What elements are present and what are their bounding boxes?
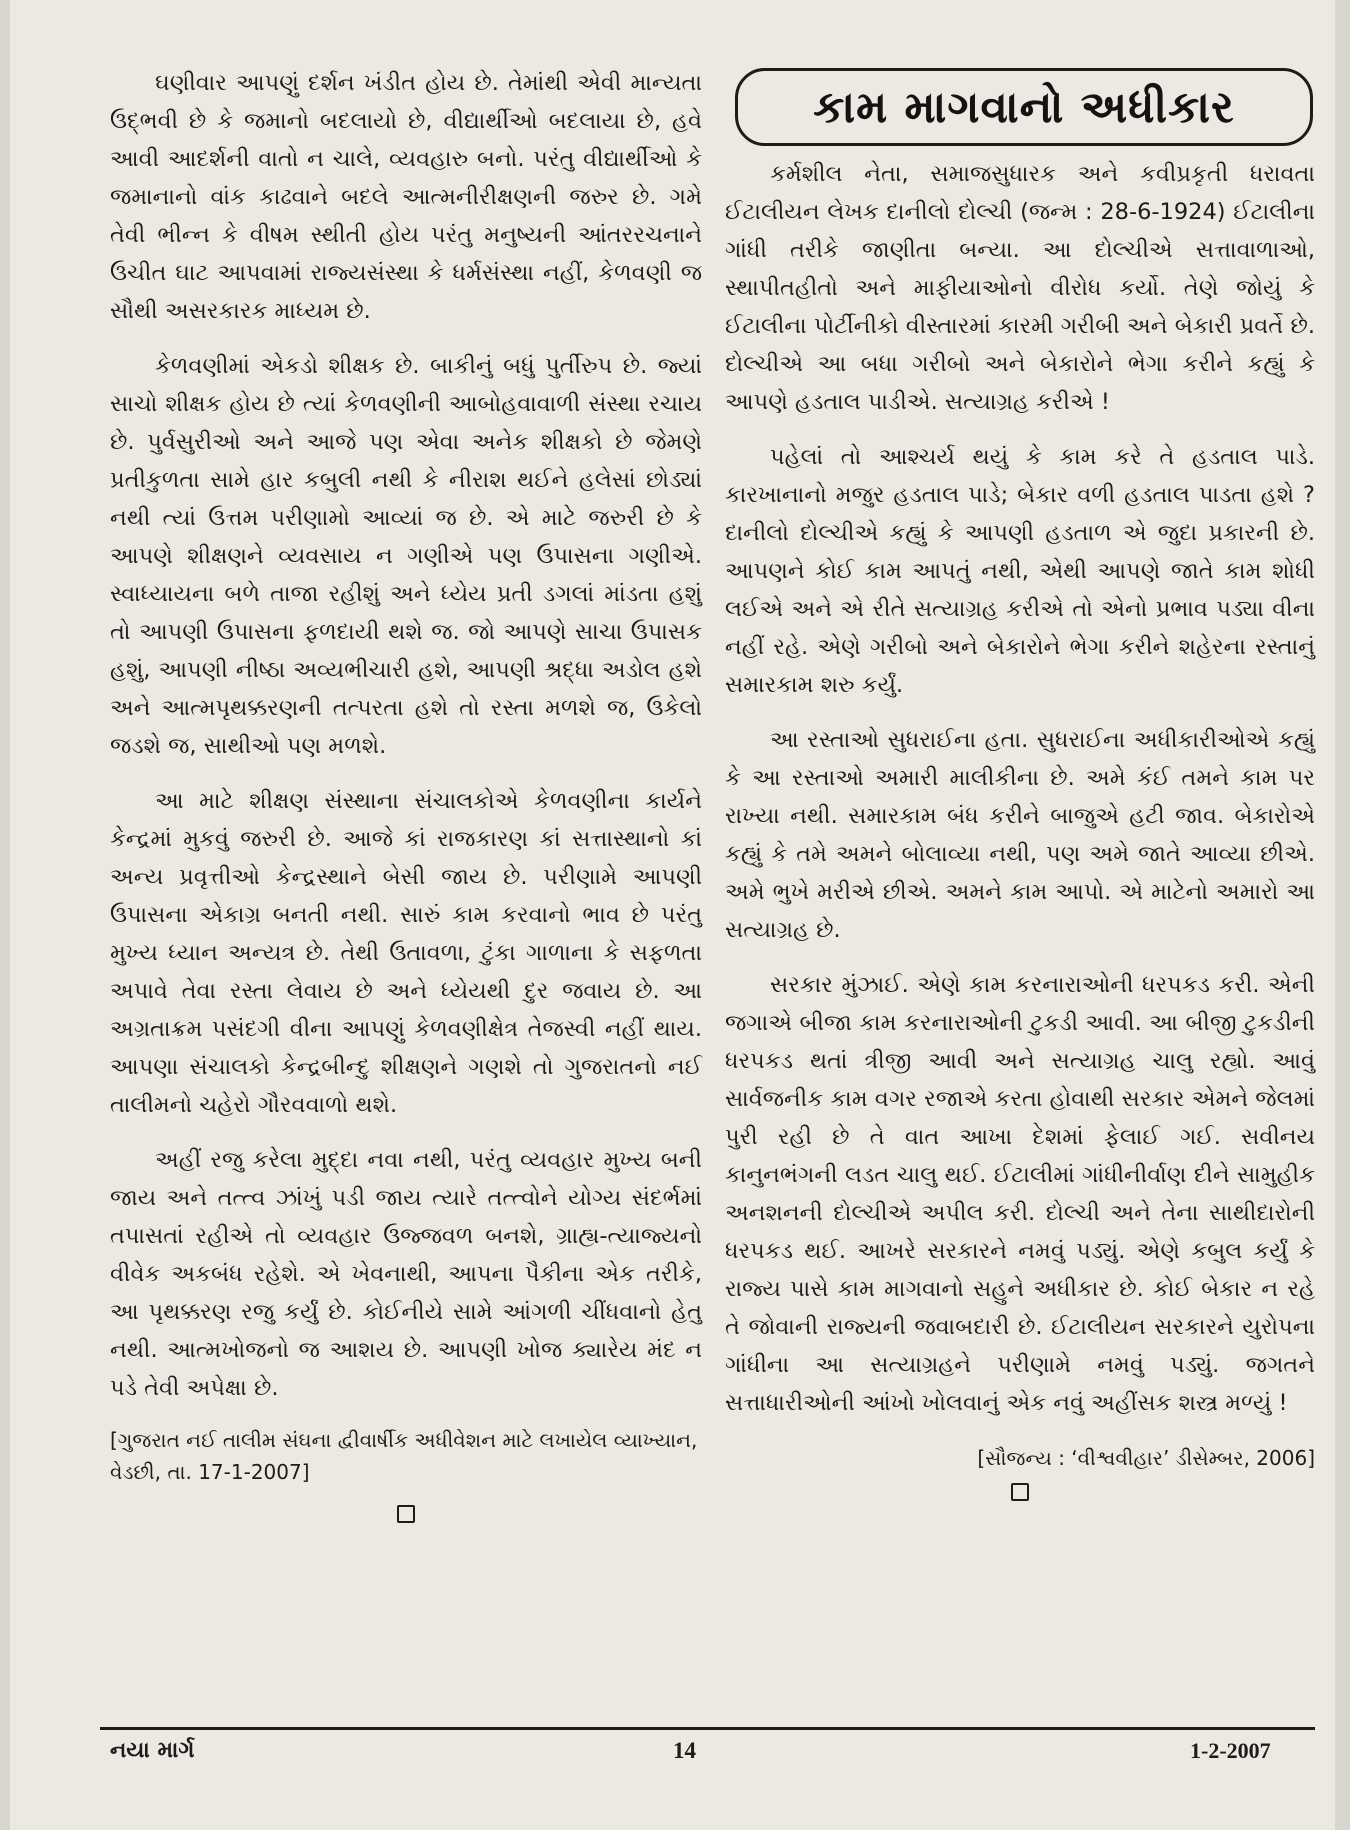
footer-date: 1-2-2007 bbox=[1190, 1738, 1271, 1763]
footer-page-number: 14 bbox=[673, 1738, 696, 1763]
left-paragraph-1: ઘણીવાર આપણું દર્શન ખંડીત હોય છે. તેમાંથી એવી માન્યતા ઉદ્‌ભવી છે કે જમાનો બદલાયો છે, વીદ્યાર્થીઓ બદલાયા છે, હવે આવી આદર્શની વાતો ન ચાલે, વ્યવહારુ બનો. પરંતુ વીદ્યાર્થીઓ કે જમાનાનો વાંક કાઢવાને બદલે આત્મનીરીક્ષણની જરુર છે. ગમે તેવી ભીન્ન કે વીષમ સ્થીતી હોય પરંતુ મનુષ્યની આંતરરચનાને ઉચીત ઘાટ આપવામાં રાજ્યસંસ્થા કે ધર્મસંસ્થા નહીં, કેળવણી જ સૌથી અસરકારક માધ્યમ છે. bbox=[110, 70, 702, 324]
right-paragraph-2: પહેલાં તો આશ્ચર્ય થયું કે કામ કરે તે હડતાલ પાડે. કારખાનાનો મજુર હડતાલ પાડે; બેકાર વળી હડતાલ પાડતા હશે ? દાનીલો દોલ્ચીએ કહ્યું કે આપણી હડતાળ એ જુદા પ્રકારની છે. આપણને કોઈ કામ આપતું નથી, એથી આપણે જાતે કામ શોધી લઈએ અને એ રીતે સત્યાગ્રહ કરીએ તો એનો પ્રભાવ પડ્યા વીના નહીં રહે. એણે ગરીબો અને બેકારોને ભેગા કરીને શહેરના રસ્તાનું સમારકામ શરુ કર્યું. bbox=[725, 444, 1315, 698]
right-paragraph-4: સરકાર મુંઝાઈ. એણે કામ કરનારાઓની ધરપકડ કરી. એની જગાએ બીજા કામ કરનારાઓની ટુકડી આવી. આ બીજી ટુકડીની ધરપકડ થતાં ત્રીજી આવી અને સત્યાગ્રહ ચાલુ રહ્યો. આવું સાર્વજનીક કામ વગર રજાએ કરતા હોવાથી સરકાર એમને જેલમાં પુરી રહી છે તે વાત આખા દેશમાં ફેલાઈ ગઈ. સવીનય કાનુનભંગની લડત ચાલુ થઈ. ઈટાલીમાં ગાંધીનીર્વાણ દીને સામુહીક અનશનની દોલ્ચીએ અપીલ કરી. દોલ્ચી અને તેના સાથીદારોની ધરપકડ થઈ. આખરે સરકારને નમવું પડ્યું. એણે કબુલ કર્યું કે રાજ્ય પાસે કામ માગવાનો સહુને અધીકાર છે. કોઈ બેકાર ન રહે તે જોવાની રાજ્યની જવાબદારી છે. ઈટાલીયન સરકારને યુરોપના ગાંધીના આ સત્યાગ્રહને પરીણામે નમવું પડ્યું. જગતને સત્તાધારીઓની આંખો ખોલવાનું એક નવું અહીંસક શસ્ત્ર મળ્યું ! bbox=[725, 972, 1315, 1416]
left-paragraph-4: અહીં રજુ કરેલા મુદ્દા નવા નથી, પરંતુ વ્યવહાર મુખ્ય બની જાય અને તત્ત્વ ઝાંખું પડી જાય ત્યારે તત્ત્વોને યોગ્ય સંદર્ભમાં તપાસતાં રહીએ તો વ્યવહાર ઉજ્જવળ બનશે, ગ્રાહ્ય-ત્યાજ્યનો વીવેક અકબંધ રહેશે. એ ખેવનાથી, આપના પૈકીના એક તરીકે, આ પૃથક્કરણ રજુ કર્યું છે. કોઈનીયે સામે આંગળી ચીંધવાનો હેતુ નથી. આત્મખોજનો જ આશય છે. આપણી ખોજ ક્યારેય મંદ ન પડે તેવી અપેક્ષા છે. bbox=[110, 1147, 702, 1401]
footer-magazine-name: નયા માર્ગ bbox=[110, 1738, 195, 1763]
magazine-page bbox=[10, 0, 1335, 1830]
left-paragraph-3: આ માટે શીક્ષણ સંસ્થાના સંચાલકોએ કેળવણીના કાર્યને કેન્દ્રમાં મુકવું જરુરી છે. આજે કાં રાજકારણ કાં સત્તાસ્થાનો કાં અન્ય પ્રવૃત્તીઓ કેન્દ્રસ્થાને બેસી જાય છે. પરીણામે આપણી ઉપાસના એકાગ્ર બનતી નથી. સારું કામ કરવાનો ભાવ છે પરંતુ મુખ્ય ધ્યાન અન્યત્ર છે. તેથી ઉતાવળા, ટુંકા ગાળાના કે સફળતા અપાવે તેવા રસ્તા લેવાય છે અને ધ્યેયથી દુર જવાય છે. આ અગ્રતાક્રમ પસંદગી વીના આપણું કેળવણીક્ષેત્ર તેજસ્વી નહીં થાય. આપણા સંચાલકો કેન્દ્રબીન્દુ શીક્ષણને ગણશે તો ગુજરાતનો નઈ તાલીમનો ચહેરો ગૌરવવાળો થશે. bbox=[110, 788, 702, 1118]
end-of-article-icon bbox=[1011, 1483, 1029, 1501]
right-article-title: કામ માગવાનો અધીકાર bbox=[735, 68, 1313, 146]
left-article bbox=[110, 64, 702, 1523]
footer-divider bbox=[100, 1727, 1315, 1730]
right-credit: [સૌજન્ય : ‘વીશ્વવીહાર’ ડીસેમ્બર, 2006] bbox=[977, 1446, 1315, 1470]
right-paragraph-3: આ રસ્તાઓ સુધરાઈના હતા. સુધરાઈના અધીકારીઓએ કહ્યું કે આ રસ્તાઓ અમારી માલીકીના છે. અમે કંઈ તમને કામ પર રાખ્યા નથી. સમારકામ બંધ કરીને બાજુએ હટી જાવ. બેકારોએ કહ્યું કે તમે અમને બોલાવ્યા નથી, પણ અમે જાતે આવ્યા છીએ. અમે ભુખે મરીએ છીએ. અમને કામ આપો. એ માટેનો અમારો આ સત્યાગ્રહ છે. bbox=[725, 727, 1315, 943]
left-paragraph-2: કેળવણીમાં એકડો શીક્ષક છે. બાકીનું બધું પુર્તીરુપ છે. જ્યાં સાચો શીક્ષક હોય છે ત્યાં કેળવણીની આબોહવાવાળી સંસ્થા રચાય છે. પુર્વસુરીઓ અને આજે પણ એવા અનેક શીક્ષકો છે જેમણે પ્રતીકુળતા સામે હાર કબુલી નથી કે નીરાશ થઈને હલેસાં છોડ્યાં નથી ત્યાં ઉત્તમ પરીણામો આવ્યાં જ છે. એ માટે જરુરી છે કે આપણે શીક્ષણને વ્યવસાય ન ગણીએ પણ ઉપાસના ગણીએ. સ્વાધ્યાયના બળે તાજા રહીશું અને ધ્યેય પ્રતી ડગલાં માંડતા હશું તો આપણી ઉપાસના ફળદાયી થશે જ. જો આપણે સાચા ઉપાસક હશું, આપણી નીષ્ઠા અવ્યભીચારી હશે, આપણી શ્રદ્ધા અડોલ હશે અને આત્મપૃથક્કરણની તત્પરતા હશે તો રસ્તા મળશે જ, ઉકેલો જડશે જ, સાથીઓ પણ મળશે. bbox=[110, 353, 702, 759]
end-of-article-icon bbox=[397, 1505, 415, 1523]
right-paragraph-1: કર્મશીલ નેતા, સમાજસુધારક અને કવીપ્રકૃતી ધરાવતા ઈટાલીયન લેખક દાનીલો દોલ્ચી (જન્મ : 28-6-1924) ઈટાલીના ગાંધી તરીકે જાણીતા બન્યા. આ દોલ્ચીએ સત્તાવાળાઓ, સ્થાપીતહીતો અને માફીયાઓનો વીરોધ કર્યો. તેણે જોયું કે ઈટાલીના પોર્ટીનીકો વીસ્તારમાં કારમી ગરીબી અને બેકારી પ્રવર્તે છે. દોલ્ચીએ આ બધા ગરીબો અને બેકારોને ભેગા કરીને કહ્યું કે આપણે હડતાલ પાડીએ. સત્યાગ્રહ કરીએ ! bbox=[725, 161, 1315, 415]
right-article bbox=[725, 155, 1315, 1501]
left-source-note: [ગુજરાત નઈ તાલીમ સંઘના દ્વીવાર્ષીક અધીવેશન માટે લખાયેલ વ્યાખ્યાન, વેડછી, તા. 17-1-2007] bbox=[110, 1428, 698, 1484]
